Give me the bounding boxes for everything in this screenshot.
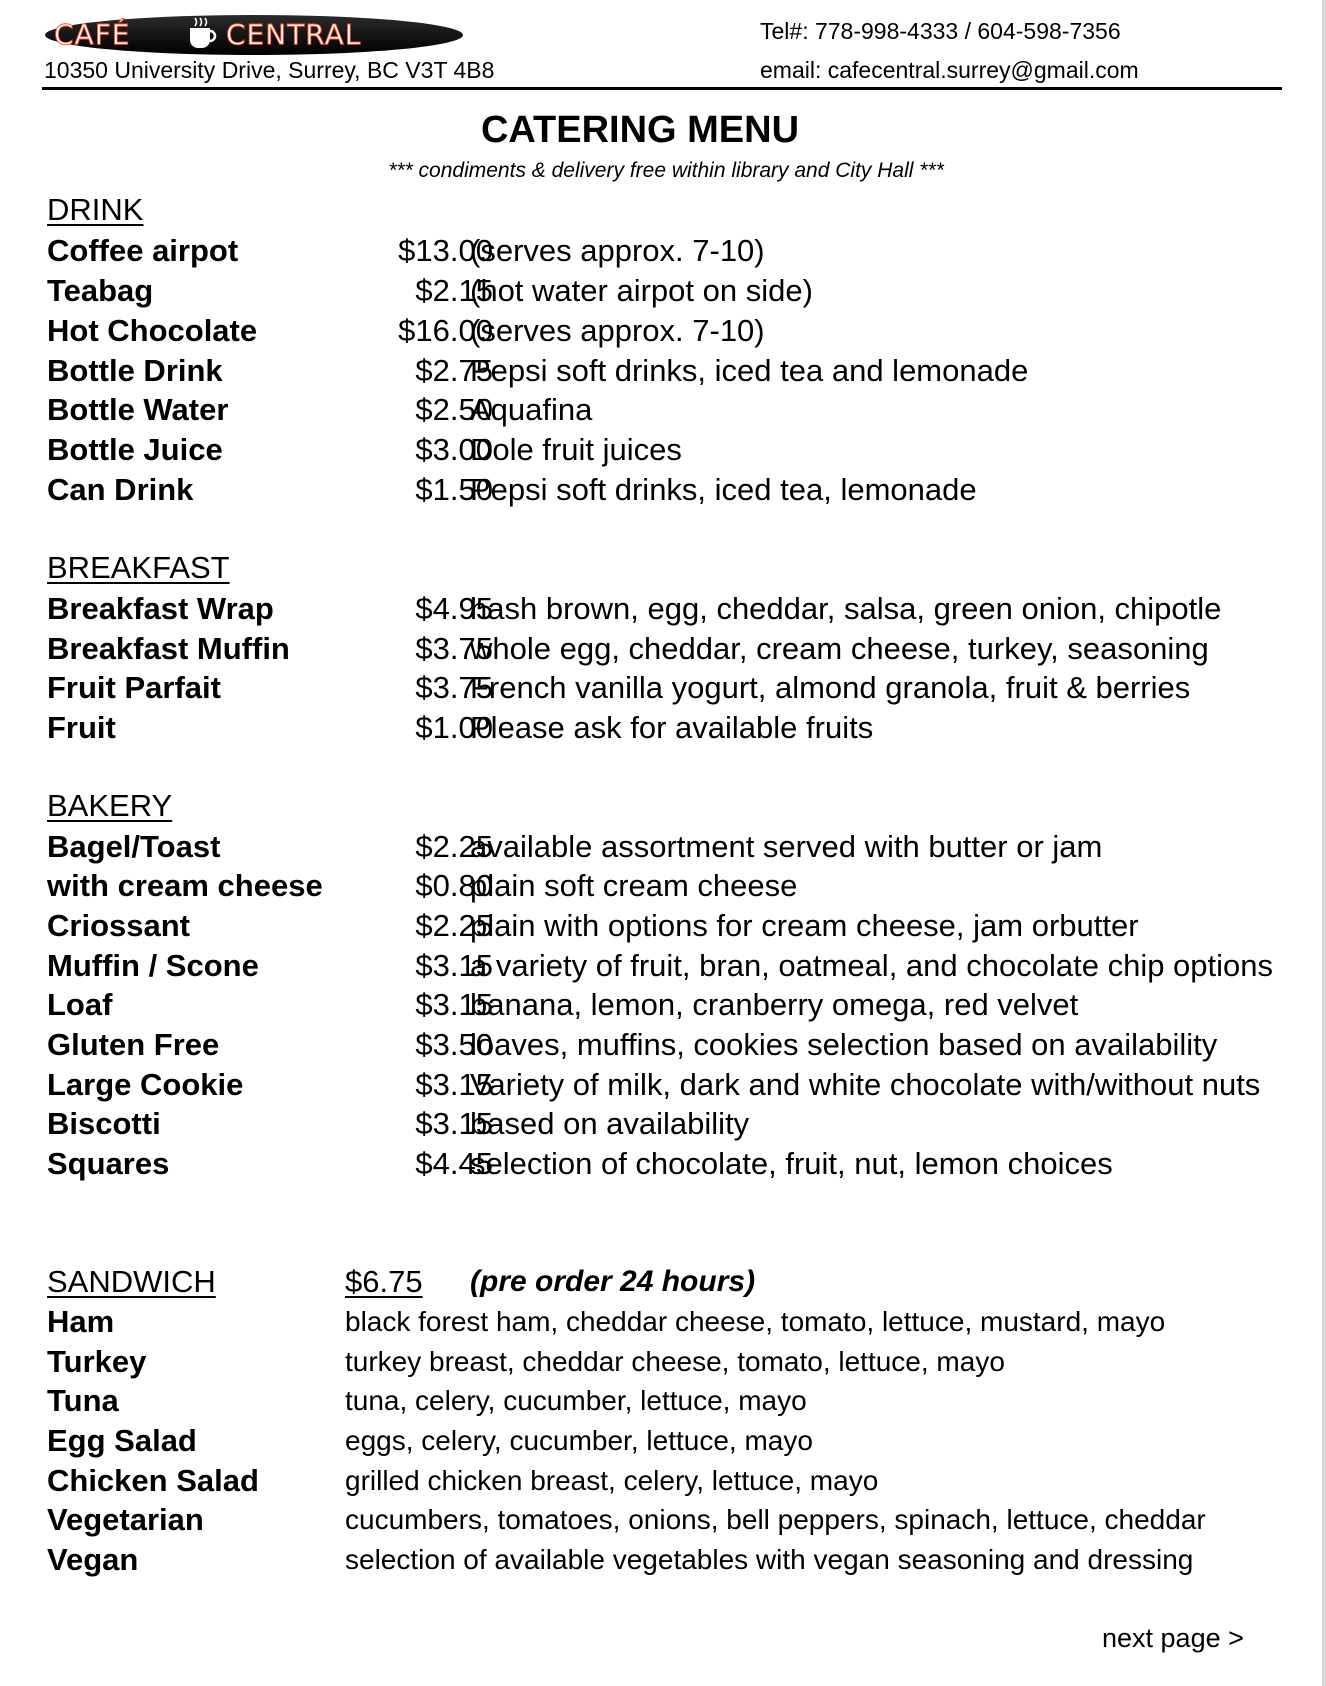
item-description: Pepsi soft drinks, iced tea, lemonade [470,472,977,507]
item-price: $3.75 [415,670,493,705]
item-price: $3.50 [415,1027,493,1062]
item-description: turkey breast, cheddar cheese, tomato, lettuce, mayo [345,1346,1005,1377]
menu-item [47,1302,1277,1342]
section-title-breakfast: BREAKFAST [47,550,230,585]
menu-item [47,1421,1277,1461]
item-name: Fruit [47,710,116,745]
item-price: $3.15 [415,987,493,1022]
menu-item [47,1104,1277,1144]
item-price: $3.15 [415,1106,493,1141]
item-price: $2.25 [415,829,493,864]
item-price: $2.75 [415,353,493,388]
menu-item [47,1342,1277,1382]
item-name: Ham [47,1304,115,1339]
item-description: French vanilla yogurt, almond granola, fruit & berries [470,670,1191,705]
menu-item [47,866,1277,906]
menu-item [47,351,1277,391]
item-price: $13.00 [398,233,493,268]
item-name: Chicken Salad [47,1463,259,1498]
cafe-central-logo [44,14,464,56]
item-price: $2.50 [415,392,493,427]
menu-item [47,311,1277,351]
svg-text:CENTRAL: CENTRAL [226,18,362,51]
menu-item [47,231,1277,271]
item-price: $2.25 [415,908,493,943]
page-title: CATERING MENU [480,109,800,151]
menu-item [47,1065,1277,1105]
menu-item [47,946,1277,986]
menu-item [47,1461,1277,1501]
menu-item [47,470,1277,510]
item-price: $3.00 [415,432,493,467]
item-description: whole egg, cheddar, cream cheese, turkey, seasoning [470,631,1209,666]
item-price: $2.15 [415,273,493,308]
section-title-sandwich: SANDWICH [47,1264,216,1299]
item-name: Coffee airpot [47,233,239,268]
menu-item [47,430,1277,470]
item-price: $0.80 [415,868,493,903]
header-divider [42,87,1282,90]
menu-item [47,390,1277,430]
item-name: Muffin / Scone [47,948,259,983]
item-description: a variety of fruit, bran, oatmeal, and chocolate chip options [470,948,1274,983]
item-name: Breakfast Muffin [47,631,290,666]
menu-item [47,708,1277,748]
menu-item [47,629,1277,669]
item-description: (hot water airpot on side) [470,273,813,308]
item-name: Loaf [47,987,113,1022]
address: 10350 University Drive, Surrey, BC V3T 4B8 [44,57,495,83]
item-description: grilled chicken breast, celery, lettuce, mayo [345,1465,879,1496]
item-description: selection of chocolate, fruit, nut, lemon choices [470,1146,1113,1181]
item-name: Gluten Free [47,1027,220,1062]
item-name: Bottle Juice [47,432,223,467]
item-name: Large Cookie [47,1067,244,1102]
sandwich-price: $6.75 [345,1264,423,1299]
phone-numbers: Tel#: 778-998-4333 / 604-598-7356 [760,18,1121,44]
item-name: Bottle Water [47,392,229,427]
item-name: Breakfast Wrap [47,591,274,626]
item-name: Bagel/Toast [47,829,221,864]
item-description: cucumbers, tomatoes, onions, bell peppers, spinach, lettuce, cheddar [345,1504,1206,1535]
item-description: black forest ham, cheddar cheese, tomato, lettuce, mustard, mayo [345,1306,1166,1337]
item-name: Squares [47,1146,170,1181]
item-description: loaves, muffins, cookies selection based on availability [470,1027,1218,1062]
item-price: $4.95 [415,591,493,626]
item-price: $16.00 [398,313,493,348]
item-price: $3.15 [415,1067,493,1102]
sandwich-note: (pre order 24 hours) [470,1265,756,1298]
item-name: Vegan [47,1542,139,1577]
item-description: plain soft cream cheese [470,868,798,903]
item-description: selection of available vegetables with vegan seasoning and dressing [345,1544,1194,1575]
item-description: (serves approx. 7-10) [470,313,765,348]
email-address: email: cafecentral.surrey@gmail.com [760,57,1139,83]
item-name: Bottle Drink [47,353,223,388]
item-name: Can Drink [47,472,194,507]
menu-item [47,827,1277,867]
item-price: $4.45 [415,1146,493,1181]
item-description: plain with options for cream cheese, jam orbutter [470,908,1139,943]
menu-item [47,1144,1277,1184]
menu-item [47,1381,1277,1421]
item-description: based on availability [470,1106,750,1141]
item-price: $1.50 [415,472,493,507]
menu-item [47,1540,1277,1580]
item-name: Teabag [47,273,154,308]
item-price: $1.00 [415,710,493,745]
page-subtitle: *** condiments & delivery free within library and City Hall *** [388,159,944,182]
menu-item [47,906,1277,946]
menu-item [47,1025,1277,1065]
item-price: $3.75 [415,631,493,666]
item-name: Criossant [47,908,190,943]
page-edge [1322,0,1326,1686]
menu-item [47,668,1277,708]
item-name: Biscotti [47,1106,161,1141]
item-description: Dole fruit juices [470,432,682,467]
item-description: banana, lemon, cranberry omega, red velvet [470,987,1079,1022]
item-description: Pepsi soft drinks, iced tea and lemonade [470,353,1029,388]
section-title-drink: DRINK [47,192,144,227]
svg-text:CAFÉ: CAFÉ [54,18,131,51]
item-description: available assortment served with butter or jam [470,829,1103,864]
item-name: Turkey [47,1344,147,1379]
item-description: eggs, celery, cucumber, lettuce, mayo [345,1425,813,1456]
item-name: Tuna [47,1383,119,1418]
item-description: Please ask for available fruits [470,710,874,745]
item-description: Variety of milk, dark and white chocolate with/without nuts [470,1067,1261,1102]
item-description: hash brown, egg, cheddar, salsa, green onion, chipotle [470,591,1222,626]
item-description: Aquafina [470,392,593,427]
menu-item [47,985,1277,1025]
menu-item [47,1500,1277,1540]
menu-item [47,271,1277,311]
section-title-bakery: BAKERY [47,788,173,823]
item-name: Fruit Parfait [47,670,221,705]
item-description: tuna, celery, cucumber, lettuce, mayo [345,1385,807,1416]
next-page-link[interactable]: next page > [1102,1623,1244,1653]
item-price: $3.15 [415,948,493,983]
menu-item [47,589,1277,629]
item-name: Egg Salad [47,1423,197,1458]
item-name: with cream cheese [47,868,323,903]
item-name: Hot Chocolate [47,313,258,348]
item-name: Vegetarian [47,1502,204,1537]
item-description: (serves approx. 7-10) [470,233,765,268]
